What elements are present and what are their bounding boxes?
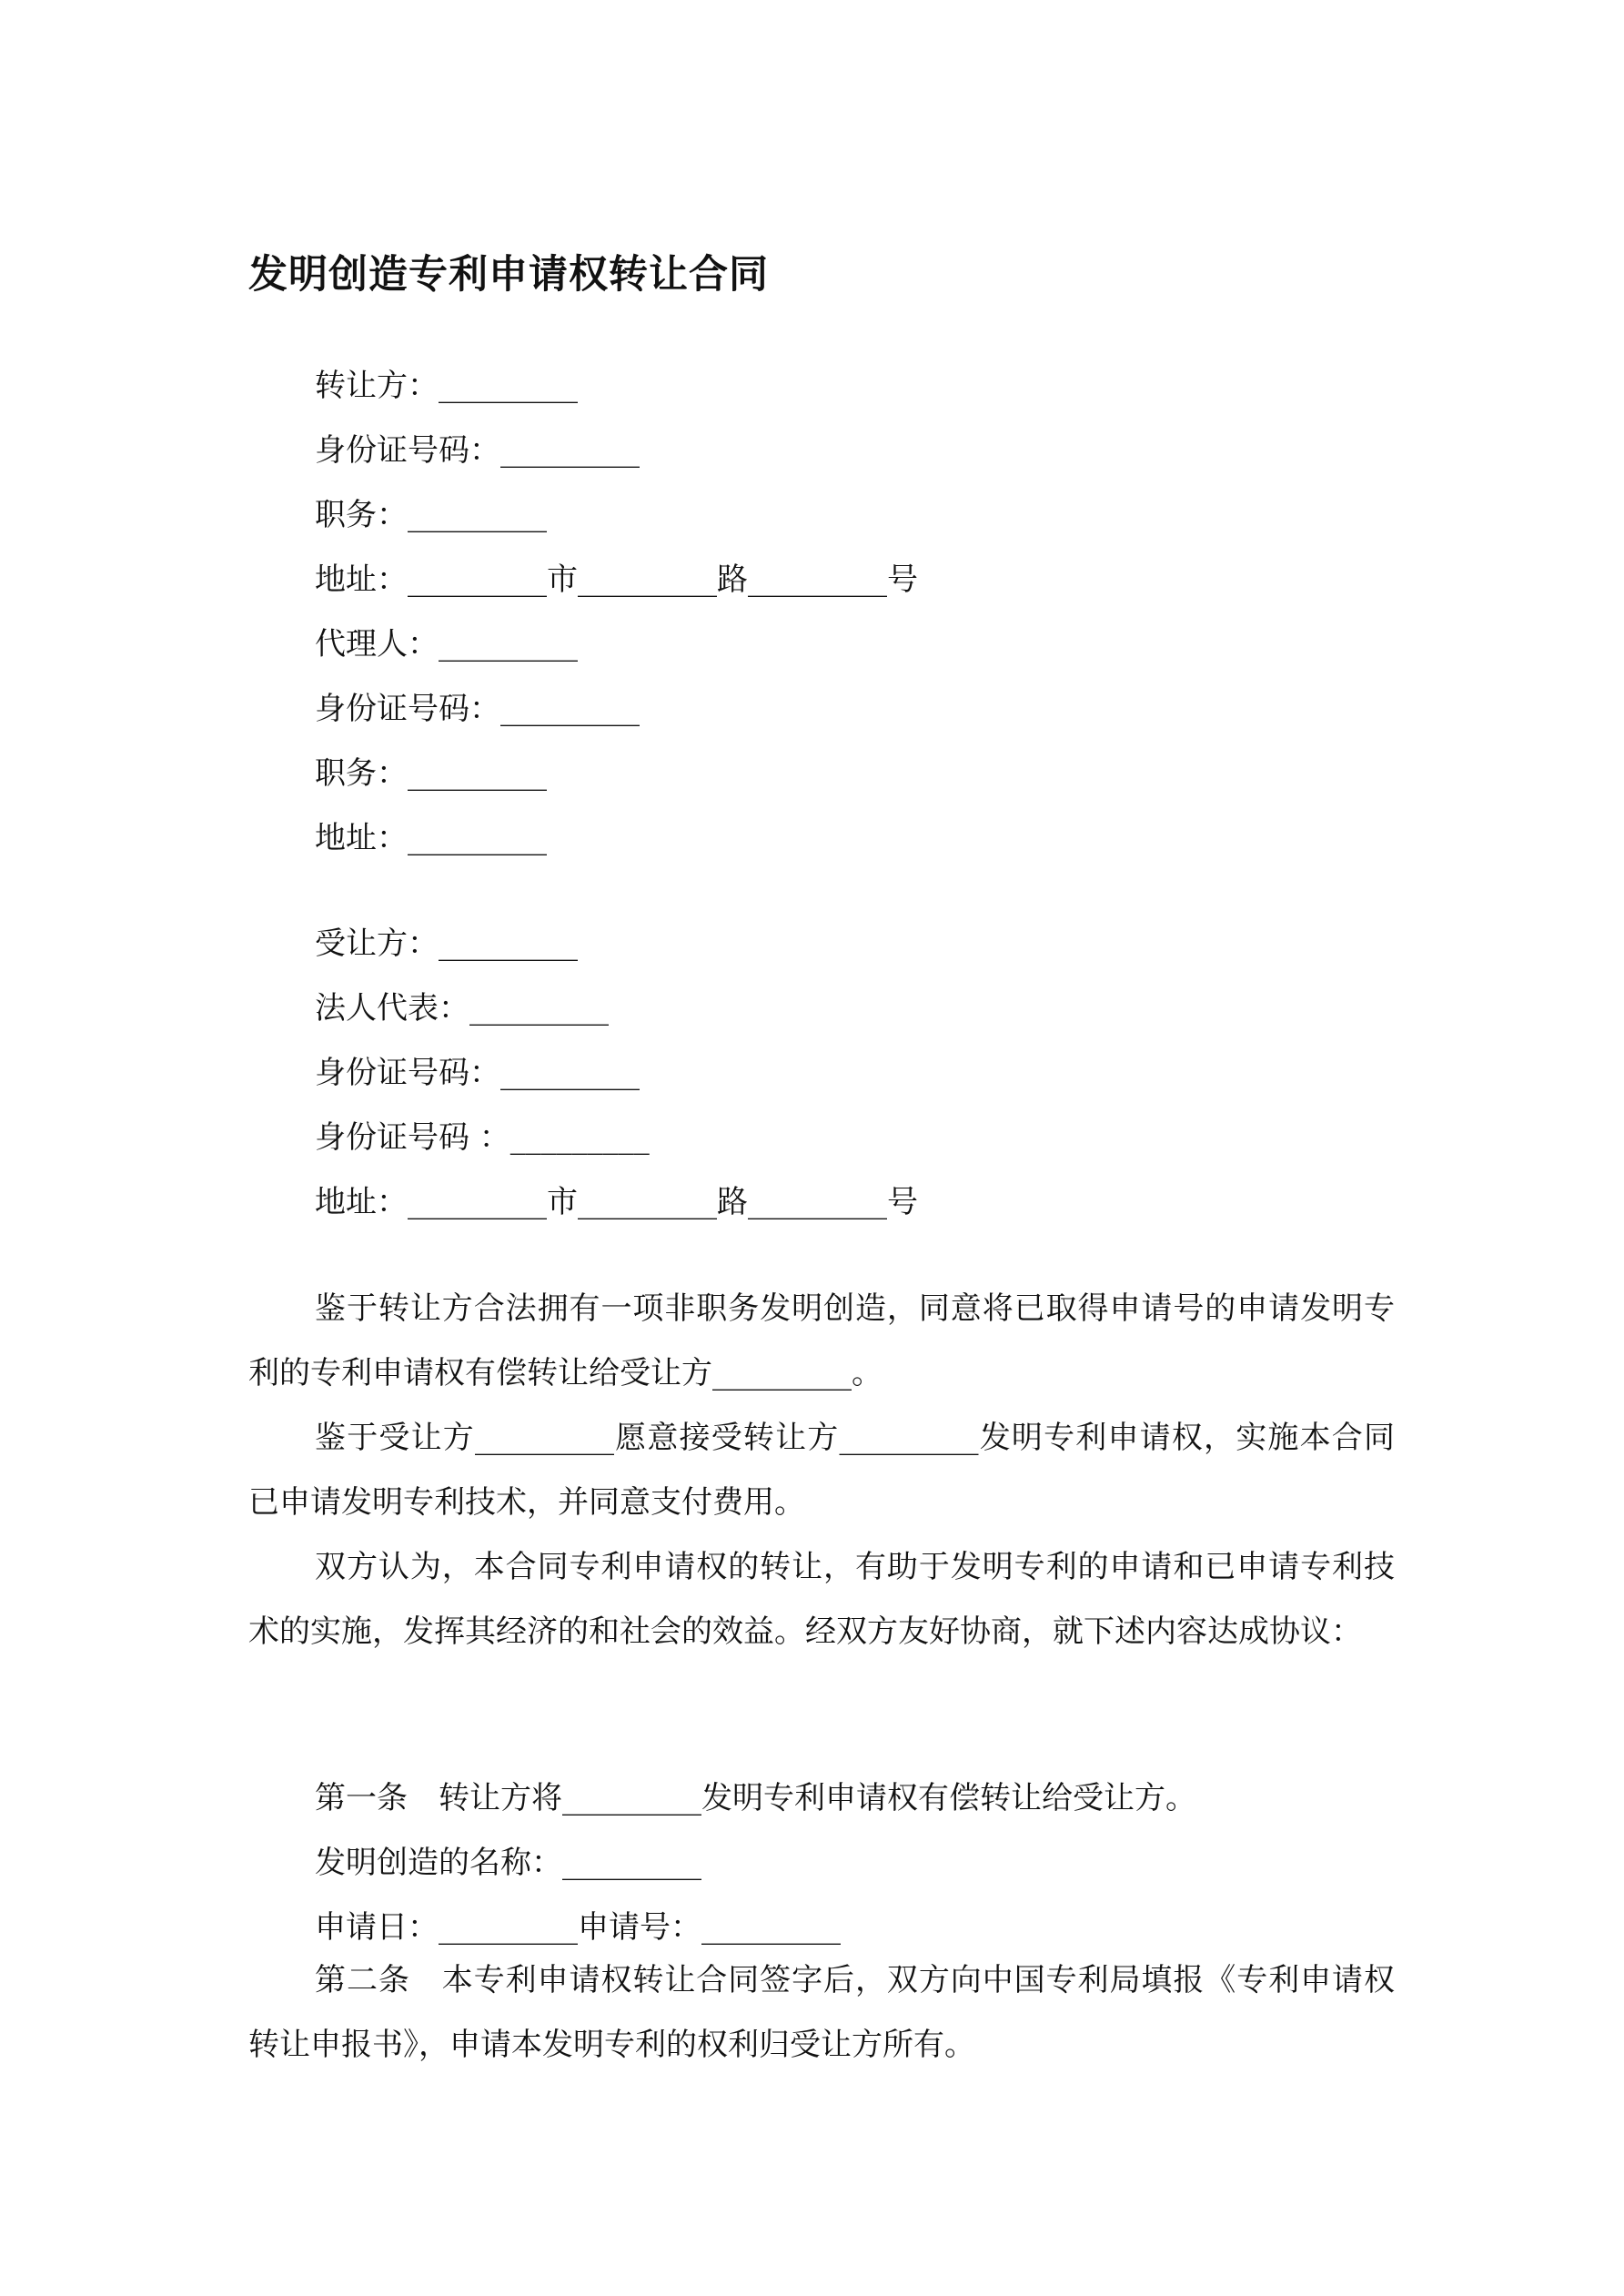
article-1: 第一条 转让方将_________发明专利申请权有偿转让给受让方。 [315,1780,1196,1816]
transferee-address-line: 地址：_________市_________路_________号 [315,1184,918,1220]
transferee-name-line: 受让方：_________ [315,925,578,962]
agent-name-line: 代理人：_________ [315,626,578,663]
invention-name-line: 发明创造的名称：_________ [315,1845,701,1881]
recital-paragraph-2: 鉴于受让方_________愿意接受转让方_________发明专利申请权，实施本合同已申请发明专利技术，并同意支付费用。 [248,1420,1395,1521]
page-title: 发明创造专利申请权转让合同 [248,252,769,298]
application-date-number-line: 申请日：_________申请号：_________ [315,1909,841,1946]
legal-representative-line: 法人代表：_________ [315,990,609,1027]
transferee-id-line: 身份证号码：_________ [315,1055,640,1091]
article-2: 第二条 本专利申请权转让合同签字后，双方向中国专利局填报《专利申请权转让申报书》，申请本发明专利的权利归受让方所有。 [248,1962,1395,2063]
agent-id-line: 身份证号码：_________ [315,691,640,727]
transferee-id-line-2: 身份证号码 ：_________ [315,1119,650,1156]
transferor-position-line: 职务：_________ [315,497,547,533]
recital-paragraph-3: 双方认为，本合同专利申请权的转让，有助于发明专利的申请和已申请专利技术的实施，发挥其经济的和社会的效益。经双方友好协商，就下述内容达成协议： [248,1549,1395,1650]
transferor-id-line: 身份证号码：_________ [315,432,640,469]
transferor-name-line: 转让方：_________ [315,368,578,404]
recital-paragraph-1: 鉴于转让方合法拥有一项非职务发明创造，同意将已取得申请号的申请发明专利的专利申请权有偿转让给受让方_________。 [248,1290,1395,1391]
transferor-address-line: 地址：_________市_________路_________号 [315,561,918,598]
agent-position-line: 职务：_________ [315,755,547,792]
agent-address-line: 地址：_________ [315,820,547,856]
